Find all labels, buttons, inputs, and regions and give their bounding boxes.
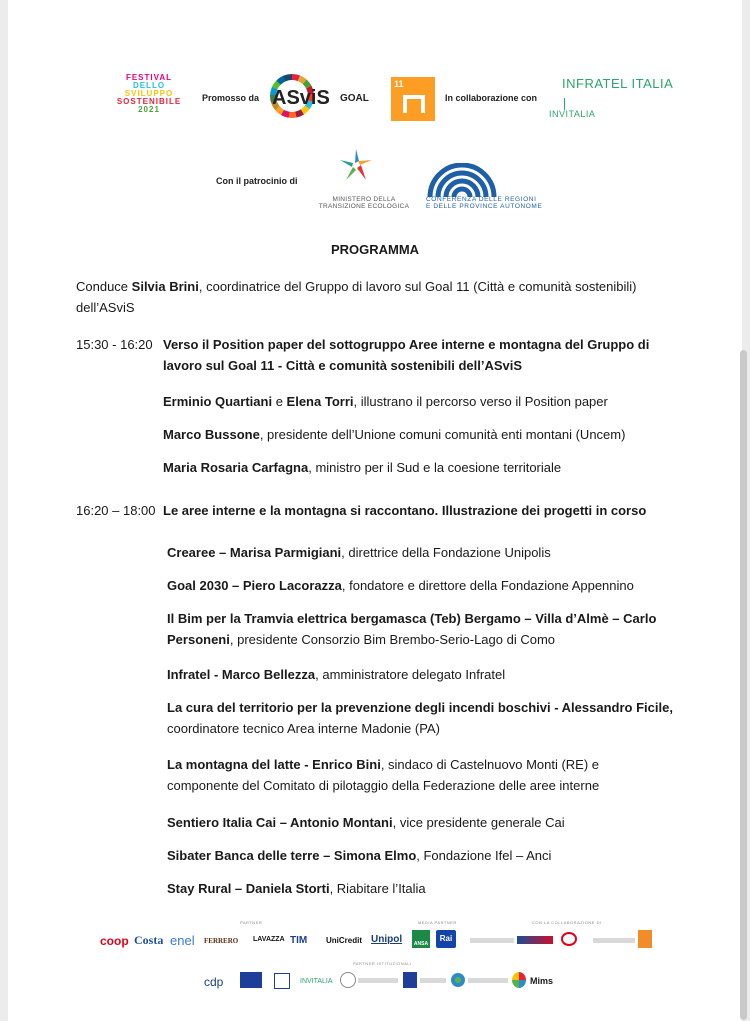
project-item <box>167 664 687 685</box>
partner-mark-icon <box>561 932 577 946</box>
project-item <box>167 878 687 899</box>
conduce-rest: , coordinatrice del Gruppo di lavoro sul Goal 11 (Città e comunità sostenibili) dell’ASviS <box>76 279 637 315</box>
project-name: Crearee – Marisa Parmigiani <box>167 545 342 560</box>
ministero-line: MINISTERO DELLA <box>332 196 396 203</box>
ansa-logo: ANSA <box>412 930 430 948</box>
project-item <box>167 845 687 866</box>
speaker-connector: e <box>272 394 287 409</box>
costa-logo: Costa <box>134 933 164 947</box>
mite-star-icon <box>451 973 465 987</box>
project-detail: , presidente Consorzio Bim Brembo-Serio-Lago di Como <box>229 632 556 647</box>
speaker-item <box>163 391 683 412</box>
project-item <box>167 754 687 796</box>
project-item <box>167 542 687 563</box>
project-item <box>167 608 687 650</box>
coop-logo: coop <box>100 934 129 948</box>
ferrero-logo: FERRERO <box>204 937 239 945</box>
conduce-paragraph <box>76 276 686 318</box>
mims-logo: Mims <box>530 976 554 986</box>
frecciarossa-logo-icon <box>517 936 553 944</box>
session-time: 15:30 - 16:20 <box>76 337 153 352</box>
conduce-prefix: Conduce <box>76 279 132 294</box>
partner-caption: PARTNER <box>240 920 263 925</box>
ministero-star-icon <box>339 148 373 182</box>
partner-square-icon <box>638 930 652 948</box>
project-detail: , sindaco di Castelnuovo Monti (RE) e <box>380 757 600 772</box>
rai-logo: Rai <box>436 930 456 948</box>
festival-line: SVILUPPO <box>124 89 174 98</box>
in-collaborazione-label: In collaborazione con <box>445 93 538 103</box>
con-patrocinio-label: Con il patrocinio di <box>216 176 298 186</box>
project-name: Stay Rural – Daniela Storti <box>167 881 330 896</box>
eu-flag-icon <box>240 972 262 988</box>
partner-caption: MEDIA PARTNER <box>418 920 457 925</box>
project-detail: , vice presidente generale Cai <box>392 815 565 830</box>
session-title: Le aree interne e la montagna si raccontano. Illustrazione dei progetti in corso <box>163 503 647 518</box>
session-title-line: lavoro sul Goal 11 - Città e comunità sostenibili dell’ASviS <box>163 358 523 373</box>
project-detail: , Riabitare l’Italia <box>329 881 426 896</box>
ministero-line: TRANSIZIONE ECOLOGICA <box>318 203 410 210</box>
festival-line: DELLO <box>132 81 166 90</box>
speaker-role: , illustrano il percorso verso il Position paper <box>353 394 608 409</box>
project-name: Personeni <box>167 632 230 647</box>
conferenza-line: E DELLE PROVINCE AUTONOME <box>426 203 543 210</box>
partner-caption: PARTNER ISTITUZIONALI <box>353 961 412 966</box>
project-name: La montagna del latte - Enrico Bini <box>167 757 381 772</box>
invitalia-logo: INVITALIA <box>549 109 596 119</box>
project-detail: , fondatore e direttore della Fondazione Appennino <box>341 578 634 593</box>
festival-logo <box>100 74 198 114</box>
festival-line: SOSTENIBILE <box>116 97 182 106</box>
speaker-item <box>163 424 683 445</box>
conferenza-regioni-logo <box>426 196 542 210</box>
speaker-name: Maria Rosaria Carfagna <box>163 460 309 475</box>
session-title <box>163 334 673 376</box>
partner-logo-small <box>593 938 635 943</box>
asvis-logo: ASviS <box>272 87 330 109</box>
partner-logo-small <box>470 938 514 943</box>
project-name: Sibater Banca delle terre – Simona Elmo <box>167 848 417 863</box>
mims-icon <box>512 972 526 988</box>
tim-logo: TIM <box>290 935 308 946</box>
speaker-role: , ministro per il Sud e la coesione territoriale <box>308 460 562 475</box>
infratel-logo: INFRATEL ITALIA <box>562 76 674 91</box>
scrollbar-thumb[interactable] <box>740 350 747 1020</box>
project-detail: , direttrice della Fondazione Unipolis <box>341 545 551 560</box>
project-detail: , amministratore delegato Infratel <box>315 667 506 682</box>
project-detail: componente del Comitato di pilotaggio della Federazione delle aree interne <box>167 778 600 793</box>
partner-logo-small <box>420 978 446 983</box>
ministero-logo <box>316 196 412 210</box>
project-item <box>167 575 687 596</box>
repubblica-emblem-icon <box>340 972 356 988</box>
project-item <box>167 812 687 833</box>
partner-logo-small <box>468 978 508 983</box>
session-title-line: Verso il Position paper del sottogruppo Aree interne e montagna del Gruppo di <box>163 337 650 352</box>
partner-logo-small <box>358 978 398 983</box>
conferenza-line: CONFERENZA DELLE REGIONI <box>426 196 537 203</box>
project-name: Il Bim per la Tramvia elettrica bergamasca (Teb) Bergamo – Villa d’Almè – Carlo <box>167 611 657 626</box>
institutional-logo-icon <box>274 973 290 989</box>
conduce-name: Silvia Brini <box>131 279 199 294</box>
conferenza-regioni-icon <box>426 163 498 199</box>
project-name: La cura del territorio per la prevenzione degli incendi boschivi - Alessandro Ficile, <box>167 700 673 715</box>
speaker-name: Elena Torri <box>286 394 354 409</box>
partner-caption: CON LA COLLABORAZIONE DI <box>532 920 602 925</box>
project-name: Infratel - Marco Bellezza <box>167 667 316 682</box>
project-name: Sentiero Italia Cai – Antonio Montani <box>167 815 393 830</box>
goal-label: GOAL <box>340 93 369 104</box>
session-time: 16:20 – 18:00 <box>76 503 156 518</box>
project-detail: , Fondazione Ifel – Anci <box>416 848 552 863</box>
festival-line: 2021 <box>138 105 160 114</box>
speaker-name: Marco Bussone <box>163 427 260 442</box>
goal-11-number: 11 <box>394 79 404 89</box>
programma-heading: PROGRAMMA <box>330 242 420 257</box>
promosso-da-label: Promosso da <box>202 93 260 103</box>
document-page <box>8 0 742 1021</box>
speaker-role: , presidente dell’Unione comuni comunità enti montani (Uncem) <box>259 427 626 442</box>
speaker-name: Erminio Quartiani <box>163 394 273 409</box>
project-name: Goal 2030 – Piero Lacorazza <box>167 578 342 593</box>
lavazza-logo: LAVAZZA <box>253 936 285 943</box>
unicredit-logo: UniCredit <box>326 936 362 945</box>
project-detail: coordinatore tecnico Area interne Madonie (PA) <box>167 721 440 736</box>
sdg-goal-11-icon <box>391 77 435 121</box>
ministero-cultura-icon <box>403 972 417 988</box>
invitalia-small-logo: INVITALIA <box>300 978 333 985</box>
cdp-logo: cdp <box>204 975 224 989</box>
speaker-item <box>163 457 683 478</box>
project-item <box>167 697 687 739</box>
unipol-logo: Unipol <box>371 934 403 945</box>
festival-line: FESTIVAL <box>125 73 173 82</box>
enel-logo: enel <box>170 933 195 948</box>
